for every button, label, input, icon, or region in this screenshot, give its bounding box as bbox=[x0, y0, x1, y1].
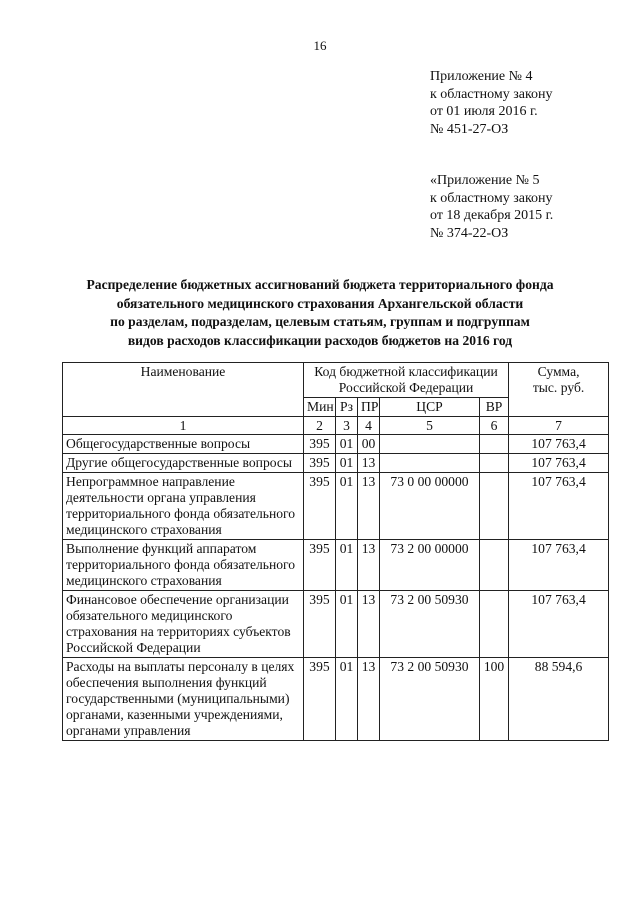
cell-vr bbox=[480, 454, 509, 473]
subheader-rz: Рз bbox=[336, 398, 358, 417]
cell-min: 395 bbox=[304, 540, 336, 591]
cell-csr: 73 0 00 00000 bbox=[380, 473, 480, 540]
cell-csr: 73 2 00 50930 bbox=[380, 591, 480, 658]
subheader-csr: ЦСР bbox=[380, 398, 480, 417]
appendix-current-block bbox=[430, 68, 553, 138]
appendix-line: от 18 декабря 2015 г. bbox=[430, 208, 554, 223]
appendix-line: № 374-22-ОЗ bbox=[430, 225, 509, 241]
cell-rz: 01 bbox=[336, 435, 358, 454]
cell-sum: 107 763,4 bbox=[509, 454, 609, 473]
cell-vr bbox=[480, 591, 509, 658]
cell-name: Непрограммное направление деятельности органа управления территориального фонда обязательного медицинского страхования bbox=[63, 473, 304, 540]
budget-table bbox=[62, 362, 609, 741]
header-sum-line: тыс. руб. bbox=[532, 380, 585, 395]
appendix-line: «Приложение № 5 bbox=[430, 173, 540, 188]
cell-name: Финансовое обеспечение организации обязательного медицинского страхования на территориях субъектов Российской Федерации bbox=[63, 591, 304, 658]
appendix-line: от 01 июля 2016 г. bbox=[430, 104, 538, 119]
cell-name: Расходы на выплаты персоналу в целях обеспечения выполнения функций государственными (муниципальными) органами, казенными учреждениями, органами управления bbox=[63, 658, 304, 741]
header-code-line: Российской Федерации bbox=[338, 380, 474, 395]
appendix-line: № 451-27-ОЗ bbox=[430, 121, 509, 137]
column-number: 4 bbox=[358, 417, 380, 435]
cell-csr bbox=[380, 454, 480, 473]
cell-vr bbox=[480, 435, 509, 454]
cell-min: 395 bbox=[304, 658, 336, 741]
table-header-row bbox=[63, 363, 609, 398]
cell-sum: 107 763,4 bbox=[509, 473, 609, 540]
header-code-line: Код бюджетной классификации bbox=[314, 364, 498, 379]
cell-vr bbox=[480, 473, 509, 540]
column-numbers-row bbox=[63, 417, 609, 435]
title-line: обязательного медицинского страхования Архангельской области bbox=[116, 295, 524, 311]
subheader-vr: ВР bbox=[480, 398, 509, 417]
cell-pr: 13 bbox=[358, 473, 380, 540]
table-row bbox=[63, 473, 609, 540]
cell-csr: 73 2 00 00000 bbox=[380, 540, 480, 591]
header-sum bbox=[509, 363, 609, 417]
title-line: видов расходов классификации расходов бюджетов на 2016 год bbox=[127, 332, 513, 348]
cell-min: 395 bbox=[304, 435, 336, 454]
cell-min: 395 bbox=[304, 591, 336, 658]
title-line: по разделам, подразделам, целевым статьям, группам и подгруппам bbox=[110, 314, 530, 329]
subheader-pr: ПР bbox=[358, 398, 380, 417]
cell-rz: 01 bbox=[336, 473, 358, 540]
cell-pr: 13 bbox=[358, 540, 380, 591]
cell-sum: 107 763,4 bbox=[509, 435, 609, 454]
cell-sum: 88 594,6 bbox=[509, 658, 609, 741]
column-number: 6 bbox=[480, 417, 509, 435]
title-line: Распределение бюджетных ассигнований бюджета территориального фонда bbox=[86, 277, 554, 292]
appendix-line: Приложение № 4 bbox=[430, 69, 533, 84]
appendix-previous-block bbox=[430, 172, 553, 242]
cell-name: Общегосударственные вопросы bbox=[63, 435, 304, 454]
cell-sum: 107 763,4 bbox=[509, 540, 609, 591]
column-number: 5 bbox=[380, 417, 480, 435]
cell-rz: 01 bbox=[336, 540, 358, 591]
cell-pr: 00 bbox=[358, 435, 380, 454]
header-name: Наименование bbox=[63, 363, 304, 417]
table-row bbox=[63, 591, 609, 658]
cell-min: 395 bbox=[304, 473, 336, 540]
header-sum-line: Сумма, bbox=[537, 364, 580, 379]
cell-vr bbox=[480, 540, 509, 591]
cell-pr: 13 bbox=[358, 591, 380, 658]
subheader-min: Мин bbox=[304, 398, 336, 417]
page-number: 16 bbox=[313, 38, 327, 53]
cell-name: Выполнение функций аппаратом территориального фонда обязательного медицинского страхования bbox=[63, 540, 304, 591]
cell-name: Другие общегосударственные вопросы bbox=[63, 454, 304, 473]
table-row bbox=[63, 435, 609, 454]
header-code bbox=[304, 363, 509, 398]
cell-rz: 01 bbox=[336, 591, 358, 658]
cell-pr: 13 bbox=[358, 454, 380, 473]
table-row bbox=[63, 454, 609, 473]
column-number: 2 bbox=[304, 417, 336, 435]
table-row bbox=[63, 540, 609, 591]
table-row bbox=[63, 658, 609, 741]
appendix-line: к областному закону bbox=[430, 190, 553, 206]
cell-min: 395 bbox=[304, 454, 336, 473]
document-title bbox=[60, 276, 580, 350]
cell-csr: 73 2 00 50930 bbox=[380, 658, 480, 741]
appendix-line: к областному закону bbox=[430, 86, 553, 102]
cell-sum: 107 763,4 bbox=[509, 591, 609, 658]
column-number: 7 bbox=[509, 417, 609, 435]
cell-rz: 01 bbox=[336, 658, 358, 741]
cell-csr bbox=[380, 435, 480, 454]
column-number: 1 bbox=[63, 417, 304, 435]
cell-rz: 01 bbox=[336, 454, 358, 473]
cell-vr: 100 bbox=[480, 658, 509, 741]
column-number: 3 bbox=[336, 417, 358, 435]
cell-pr: 13 bbox=[358, 658, 380, 741]
